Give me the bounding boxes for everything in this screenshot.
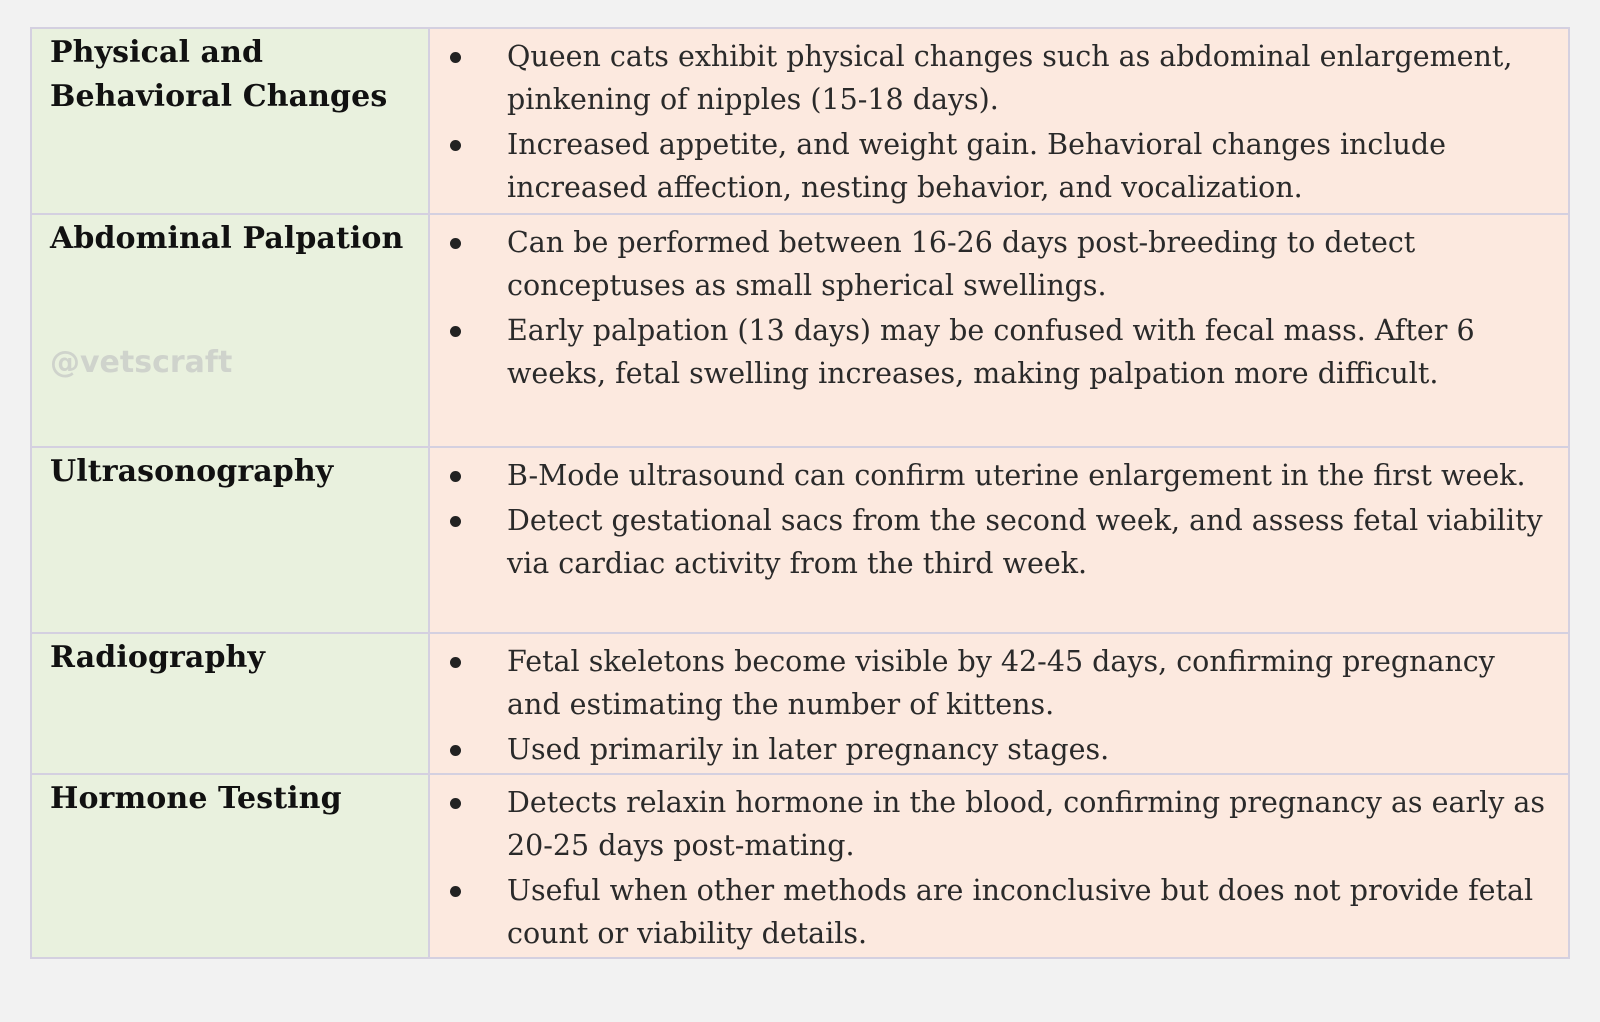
bullet-text: Useful when other methods are inconclusive but does not provide fetal count or viability details. (507, 874, 1534, 950)
bullet-item (430, 728, 1556, 771)
bullet-item (430, 123, 1556, 209)
table-row (31, 633, 1569, 774)
bullet-list (430, 448, 1568, 585)
bullet-dot-icon (450, 326, 461, 337)
table-row (31, 214, 1569, 447)
description-cell (429, 28, 1569, 214)
bullet-dot-icon (450, 798, 461, 809)
bullet-text: Increased appetite, and weight gain. Behavioral changes include increased affection, nesting behavior, and vocalization. (507, 128, 1446, 204)
bullet-item (430, 454, 1556, 497)
method-label: Physical and Behavioral Changes (50, 35, 388, 114)
method-label: Ultrasonography (50, 454, 334, 489)
bullet-list (430, 775, 1568, 955)
method-label: Hormone Testing (50, 781, 342, 816)
bullet-dot-icon (450, 657, 461, 668)
method-label: Abdominal Palpation (50, 221, 404, 256)
bullet-dot-icon (450, 745, 461, 756)
table-row (31, 28, 1569, 214)
bullet-text: Can be performed between 16-26 days post-breeding to detect conceptuses as small spherical swellings. (507, 226, 1416, 302)
bullet-text: B-Mode ultrasound can confirm uterine enlargement in the first week. (507, 459, 1526, 492)
bullet-item (430, 869, 1556, 955)
description-cell (429, 447, 1569, 633)
bullet-dot-icon (450, 52, 461, 63)
table-row (31, 447, 1569, 633)
bullet-item (430, 221, 1556, 307)
description-cell (429, 214, 1569, 447)
method-cell (31, 633, 429, 774)
bullet-text: Fetal skeletons become visible by 42-45 days, confirming pregnancy and estimating the number of kittens. (507, 645, 1495, 721)
bullet-dot-icon (450, 516, 461, 527)
method-cell (31, 28, 429, 214)
bullet-list (430, 215, 1568, 395)
bullet-text: Detect gestational sacs from the second week, and assess fetal viability via cardiac activity from the third week. (507, 504, 1543, 580)
method-cell (31, 774, 429, 958)
bullet-text: Queen cats exhibit physical changes such as abdominal enlargement, pinkening of nipples (15-18 days). (507, 40, 1513, 116)
bullet-dot-icon (450, 886, 461, 897)
bullet-text: Early palpation (13 days) may be confused with fecal mass. After 6 weeks, fetal swelling increases, making palpation more difficult. (507, 314, 1475, 390)
bullet-item (430, 309, 1556, 395)
table-row (31, 774, 1569, 958)
pregnancy-diagnosis-table (30, 27, 1570, 959)
description-cell (429, 774, 1569, 958)
bullet-text: Used primarily in later pregnancy stages. (507, 733, 1110, 766)
description-cell (429, 633, 1569, 774)
bullet-dot-icon (450, 140, 461, 151)
bullet-item (430, 640, 1556, 726)
bullet-text: Detects relaxin hormone in the blood, confirming pregnancy as early as 20-25 days post-mating. (507, 786, 1545, 862)
method-label: Radiography (50, 640, 265, 675)
watermark: @vetscraft (50, 345, 233, 380)
bullet-item (430, 499, 1556, 585)
bullet-dot-icon (450, 471, 461, 482)
bullet-item (430, 35, 1556, 121)
method-cell (31, 447, 429, 633)
bullet-list (430, 29, 1568, 209)
bullet-list (430, 634, 1568, 771)
method-cell (31, 214, 429, 447)
method-cell-content (32, 215, 428, 380)
bullet-item (430, 781, 1556, 867)
bullet-dot-icon (450, 238, 461, 249)
